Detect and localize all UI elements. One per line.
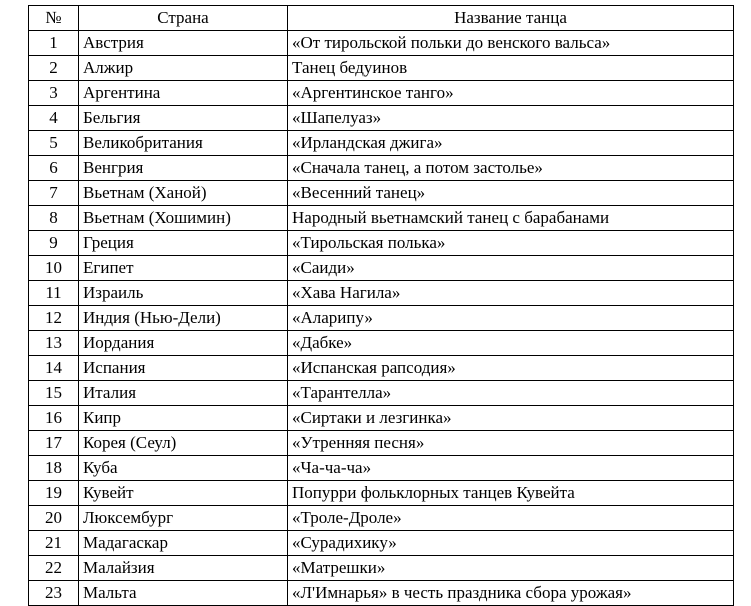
row-country: Вьетнам (Хошимин) [79, 206, 288, 231]
header-number: № [29, 6, 79, 31]
row-dance-name: «Матрешки» [288, 556, 734, 581]
row-dance-name: Попурри фольклорных танцев Кувейта [288, 481, 734, 506]
table-row [29, 581, 734, 606]
row-number: 17 [29, 431, 79, 456]
row-number: 8 [29, 206, 79, 231]
table-row [29, 156, 734, 181]
row-number: 9 [29, 231, 79, 256]
row-dance-name: «Аргентинское танго» [288, 81, 734, 106]
table-row [29, 181, 734, 206]
row-country: Мадагаскар [79, 531, 288, 556]
table-row [29, 456, 734, 481]
row-number: 21 [29, 531, 79, 556]
row-dance-name: «Весенний танец» [288, 181, 734, 206]
table-row [29, 431, 734, 456]
row-dance-name: «Ча-ча-ча» [288, 456, 734, 481]
table-row [29, 481, 734, 506]
table-body [29, 31, 734, 606]
row-country: Израиль [79, 281, 288, 306]
table-row [29, 506, 734, 531]
row-number: 11 [29, 281, 79, 306]
row-number: 13 [29, 331, 79, 356]
row-country: Греция [79, 231, 288, 256]
row-country: Италия [79, 381, 288, 406]
table-row [29, 81, 734, 106]
row-country: Алжир [79, 56, 288, 81]
table-row [29, 531, 734, 556]
row-number: 4 [29, 106, 79, 131]
row-number: 19 [29, 481, 79, 506]
header-row [29, 6, 734, 31]
table-row [29, 231, 734, 256]
row-country: Кувейт [79, 481, 288, 506]
row-country: Кипр [79, 406, 288, 431]
row-dance-name: «Сиртаки и лезгинка» [288, 406, 734, 431]
row-country: Египет [79, 256, 288, 281]
row-country: Индия (Нью-Дели) [79, 306, 288, 331]
row-dance-name: «Л'Имнарья» в честь праздника сбора урожая» [288, 581, 734, 606]
row-country: Куба [79, 456, 288, 481]
row-dance-name: «Дабке» [288, 331, 734, 356]
row-number: 5 [29, 131, 79, 156]
table-row [29, 306, 734, 331]
row-number: 14 [29, 356, 79, 381]
row-number: 12 [29, 306, 79, 331]
table-row [29, 131, 734, 156]
row-dance-name: «Ирландская джига» [288, 131, 734, 156]
table-header [29, 6, 734, 31]
table-row [29, 31, 734, 56]
row-country: Великобритания [79, 131, 288, 156]
table-row [29, 381, 734, 406]
table-row [29, 206, 734, 231]
row-number: 16 [29, 406, 79, 431]
row-number: 15 [29, 381, 79, 406]
table-row [29, 556, 734, 581]
row-dance-name: «Сначала танец, а потом застолье» [288, 156, 734, 181]
row-dance-name: Народный вьетнамский танец с барабанами [288, 206, 734, 231]
row-country: Бельгия [79, 106, 288, 131]
dance-table [28, 5, 734, 606]
table-row [29, 331, 734, 356]
row-dance-name: «Утренняя песня» [288, 431, 734, 456]
row-country: Испания [79, 356, 288, 381]
table-row [29, 56, 734, 81]
row-country: Люксембург [79, 506, 288, 531]
row-dance-name: «Хава Нагила» [288, 281, 734, 306]
row-number: 10 [29, 256, 79, 281]
row-number: 6 [29, 156, 79, 181]
row-number: 3 [29, 81, 79, 106]
row-dance-name: «Троле-Дроле» [288, 506, 734, 531]
row-dance-name: «Испанская рапсодия» [288, 356, 734, 381]
row-dance-name: «Саиди» [288, 256, 734, 281]
row-country: Аргентина [79, 81, 288, 106]
row-country: Мальта [79, 581, 288, 606]
row-number: 18 [29, 456, 79, 481]
row-dance-name: «Тарантелла» [288, 381, 734, 406]
row-number: 22 [29, 556, 79, 581]
row-number: 23 [29, 581, 79, 606]
row-number: 20 [29, 506, 79, 531]
row-number: 2 [29, 56, 79, 81]
table-row [29, 281, 734, 306]
header-dance-name: Название танца [288, 6, 734, 31]
row-country: Корея (Сеул) [79, 431, 288, 456]
row-dance-name: «От тирольской польки до венского вальса» [288, 31, 734, 56]
table-row [29, 406, 734, 431]
table-row [29, 256, 734, 281]
row-country: Малайзия [79, 556, 288, 581]
row-dance-name: Танец бедуинов [288, 56, 734, 81]
row-dance-name: «Аларипу» [288, 306, 734, 331]
table-row [29, 106, 734, 131]
row-country: Венгрия [79, 156, 288, 181]
row-number: 7 [29, 181, 79, 206]
header-country: Страна [79, 6, 288, 31]
row-country: Австрия [79, 31, 288, 56]
row-number: 1 [29, 31, 79, 56]
row-dance-name: «Шапелуаз» [288, 106, 734, 131]
row-country: Иордания [79, 331, 288, 356]
row-dance-name: «Сурадихику» [288, 531, 734, 556]
row-country: Вьетнам (Ханой) [79, 181, 288, 206]
row-dance-name: «Тирольская полька» [288, 231, 734, 256]
table-row [29, 356, 734, 381]
